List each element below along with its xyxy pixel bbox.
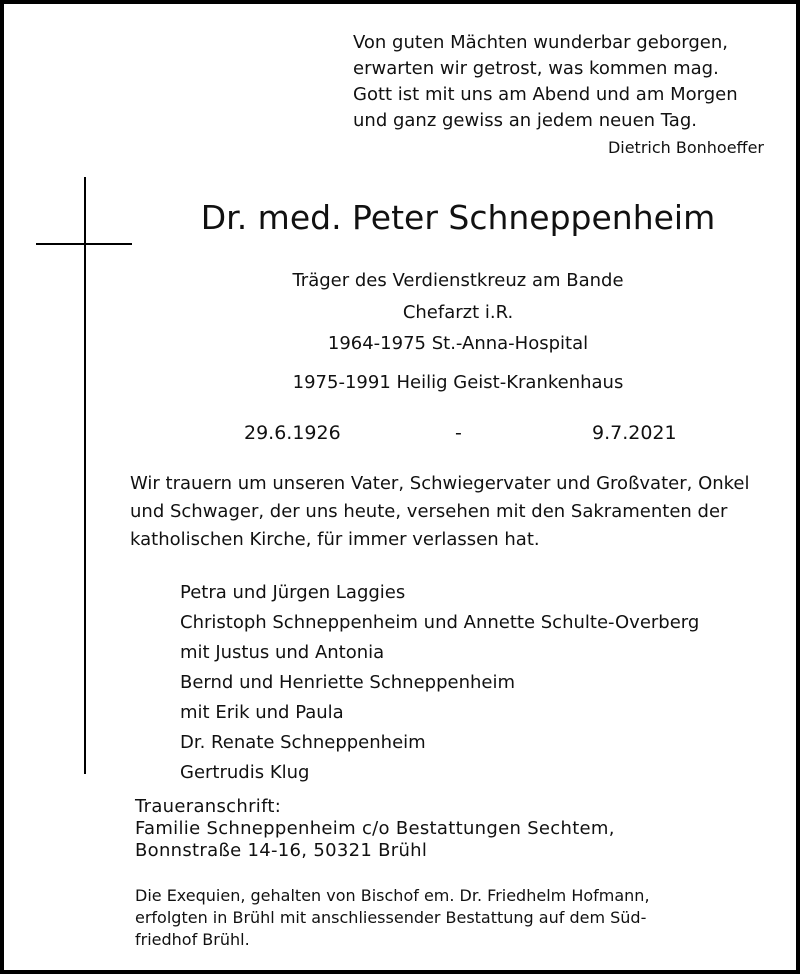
mourner: Bernd und Henriette Schneppenheim xyxy=(180,672,515,693)
deceased-name: Dr. med. Peter Schneppenheim xyxy=(200,198,716,237)
mourner: Gertrudis Klug xyxy=(180,762,310,783)
position: Chefarzt i.R. xyxy=(402,302,514,323)
announcement-line: und Schwager, der uns heute, versehen mit den Sakramenten der xyxy=(130,501,728,522)
mourner: Christoph Schneppenheim und Annette Schulte-Overberg xyxy=(180,612,700,633)
birth-date: 29.6.1926 xyxy=(244,422,341,444)
address-line: Bonnstraße 14-16, 50321 Brühl xyxy=(135,840,428,861)
mourner: Dr. Renate Schneppenheim xyxy=(180,732,426,753)
mourner: mit Erik und Paula xyxy=(180,702,344,723)
mourners-list xyxy=(180,578,699,788)
mourner: mit Justus und Antonia xyxy=(180,642,385,663)
address-heading: Traueranschrift: xyxy=(135,796,282,817)
announcement-text xyxy=(130,470,750,554)
career-line: 1975-1991 Heilig Geist-Krankenhaus xyxy=(292,372,624,393)
poem-line: Gott ist mit uns am Abend und am Morgen xyxy=(353,84,738,105)
poem-line: Von guten Mächten wunderbar geborgen, xyxy=(353,32,728,53)
mourning-address xyxy=(135,796,615,862)
poem-line: und ganz gewiss an jedem neuen Tag. xyxy=(353,110,697,131)
funeral-note xyxy=(135,885,650,951)
career-line: 1964-1975 St.-Anna-Hospital xyxy=(327,333,589,354)
cross-icon-bar xyxy=(36,243,132,245)
poem-author: Dietrich Bonhoeffer xyxy=(607,138,764,157)
cross-icon xyxy=(84,177,86,774)
death-date: 9.7.2021 xyxy=(592,422,677,444)
announcement-line: Wir trauern um unseren Vater, Schwiegervater und Großvater, Onkel xyxy=(130,473,750,494)
funeral-line: friedhof Brühl. xyxy=(135,930,250,949)
poem-line: erwarten wir getrost, was kommen mag. xyxy=(353,58,719,79)
announcement-line: katholischen Kirche, für immer verlassen hat. xyxy=(130,529,540,550)
poem xyxy=(353,30,738,134)
funeral-line: erfolgten in Brühl mit anschliessender Bestattung auf dem Süd- xyxy=(135,908,647,927)
funeral-line: Die Exequien, gehalten von Bischof em. Dr. Friedhelm Hofmann, xyxy=(135,886,650,905)
mourner: Petra und Jürgen Laggies xyxy=(180,582,406,603)
honor: Träger des Verdienstkreuz am Bande xyxy=(292,270,624,291)
address-line: Familie Schneppenheim c/o Bestattungen Sechtem, xyxy=(135,818,615,839)
date-separator: - xyxy=(455,422,462,444)
